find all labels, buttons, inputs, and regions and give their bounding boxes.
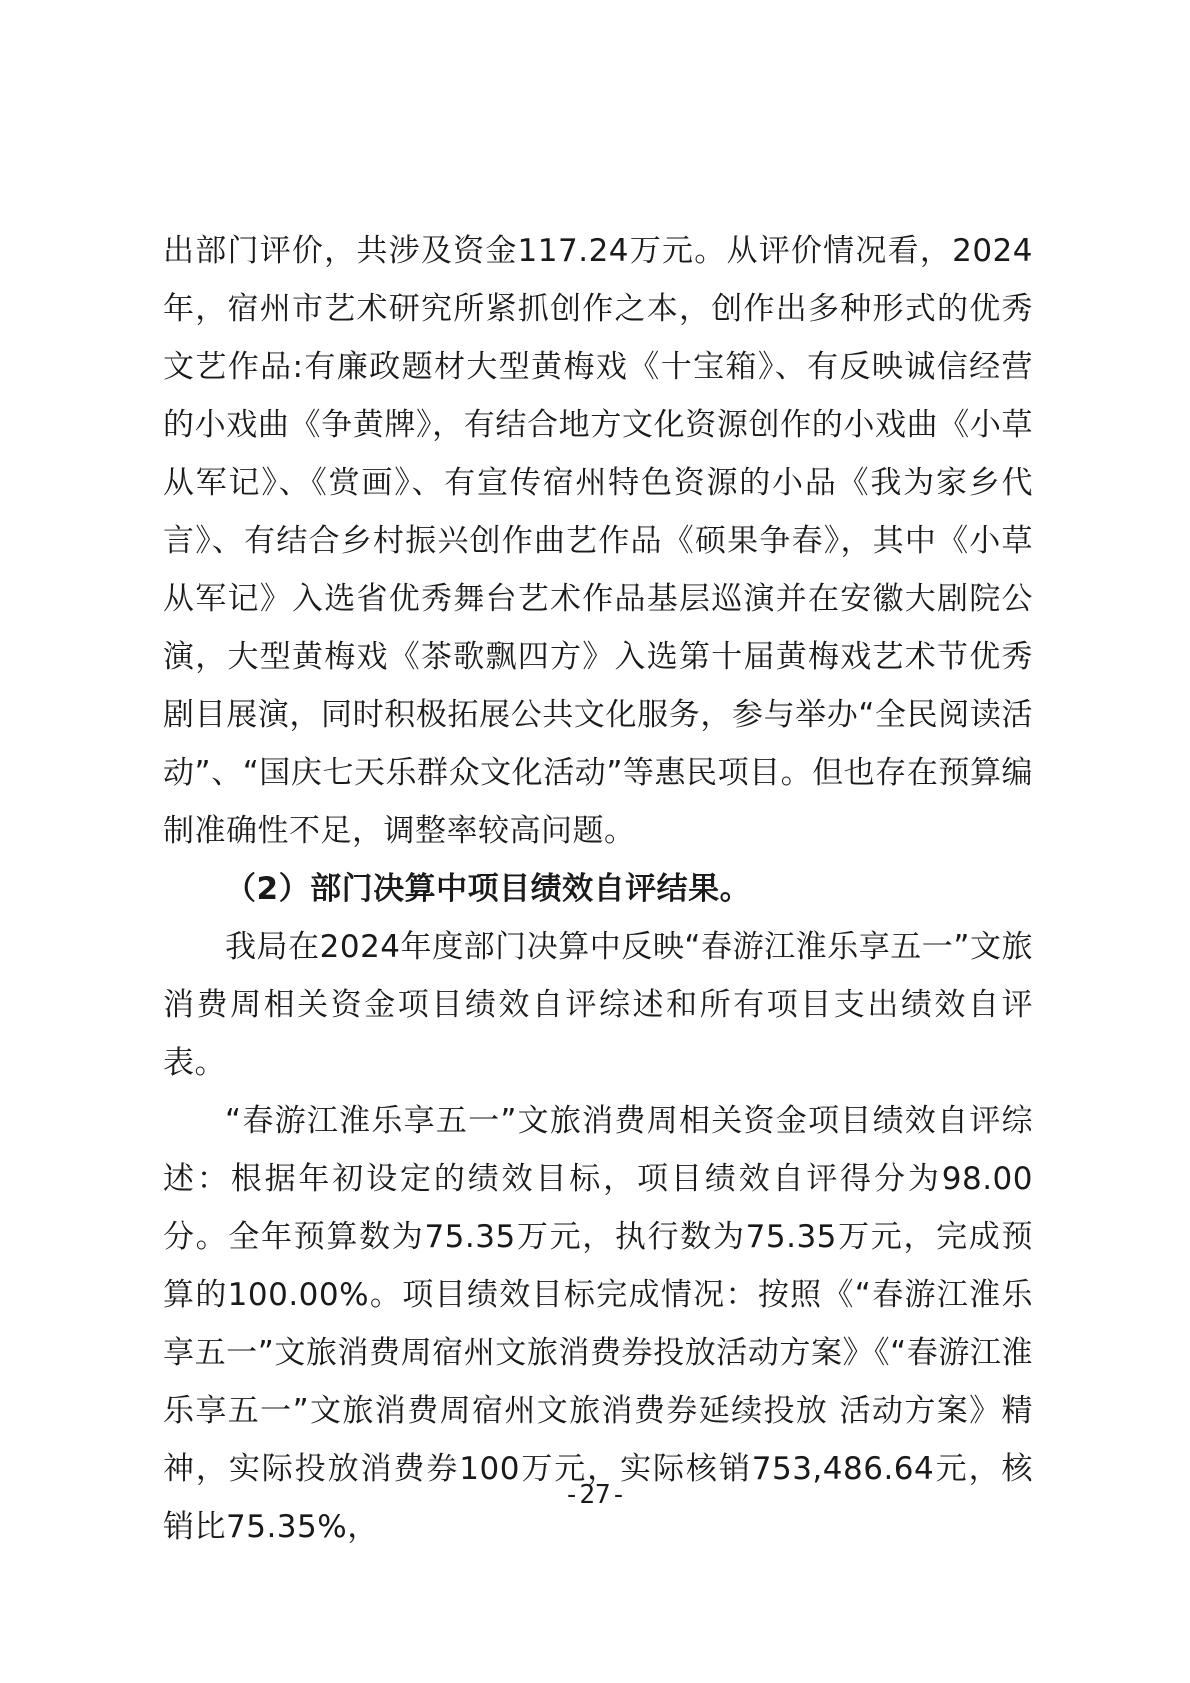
page-number: -27-	[563, 1480, 627, 1510]
paragraph-evaluation-summary: 出部门评价，共涉及资金117.24万元。从评价情况看，2024年，宿州市艺术研究所紧抓创作之本，创作出多种形式的优秀文艺作品:有廉政题材大型黄梅戏《十宝箱》、有反映诚信经营的小戏曲《争黄牌》，有结合地方文化资源创作的小戏曲《小草从军记》、《赏画》、有宣传宿州特色资源的小品《我为家乡代言》、有结合乡村振兴创作曲艺作品《硕果争春》，其中《小草从军记》入选省优秀舞台艺术作品基层巡演并在安徽大剧院公演，大型黄梅戏《茶歌飘四方》入选第十届黄梅戏艺术节优秀剧目展演，同时积极拓展公共文化服务，参与举办“全民阅读活动”、“国庆七天乐群众文化活动”等惠民项目。但也存在预算编制准确性不足，调整率较高问题。	[163, 233, 1033, 849]
section-heading-self-evaluation: （2）部门决算中项目绩效自评结果。	[225, 871, 752, 907]
document-body	[163, 222, 1033, 1556]
paragraph-project-review: “春游江淮乐享五一”文旅消费周相关资金项目绩效自评综述：根据年初设定的绩效目标，项目绩效自评得分为98.00分。全年预算数为75.35万元，执行数为75.35万元，完成预算的100.00%。项目绩效目标完成情况：按照《“春游江淮乐享五一”文旅消费周宿州文旅消费券投放活动方案》《“春游江淮乐享五一”文旅消费周宿州文旅消费券延续投放 活动方案》精神，实际投放消费券100万元，实际核销753,486.64元，核 销比75.35%，	[163, 1103, 1033, 1545]
paragraph-final-accounts: 我局在2024年度部门决算中反映“春游江淮乐享五一”文旅消费周相关资金项目绩效自评综述和所有项目支出绩效自评表。	[163, 929, 1033, 1081]
